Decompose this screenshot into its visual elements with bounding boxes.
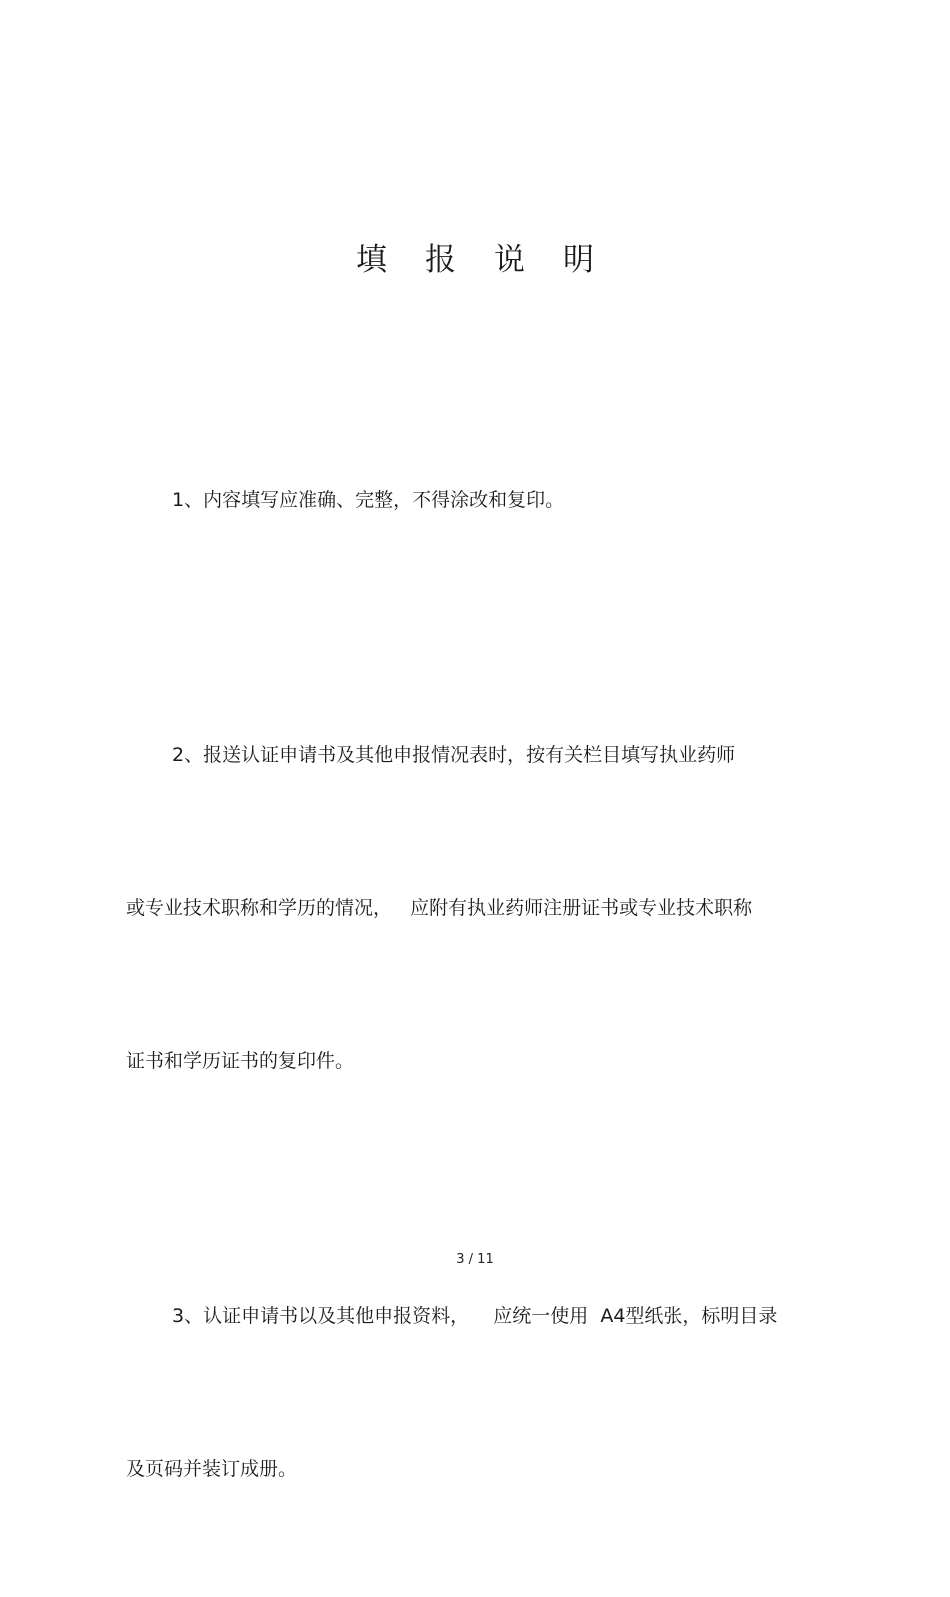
instruction-line: 及页码并装订成册。 — [126, 1458, 298, 1480]
instruction-line: 证书和学历证书的复印件。 — [126, 1050, 355, 1072]
instruction-line: 或专业技术职称和学历的情况， 应附有执业药师注册证书或专业技术职称 — [126, 897, 753, 919]
page-number: 3 / 11 — [456, 1252, 494, 1267]
instruction-line: 3、认证申请书以及其他申报资料， 应统一使用 A4型纸张，标明目录 — [172, 1305, 778, 1327]
instruction-line: 1、内容填写应准确、完整，不得涂改和复印。 — [172, 489, 565, 511]
instruction-line: 2、报送认证申请书及其他申报情况表时，按有关栏目填写执业药师 — [172, 744, 736, 766]
instruction-item-1 — [126, 373, 836, 628]
instructions-body — [126, 373, 836, 1597]
page-title: 填报说明 — [356, 242, 632, 278]
instruction-item-2 — [126, 628, 836, 1189]
